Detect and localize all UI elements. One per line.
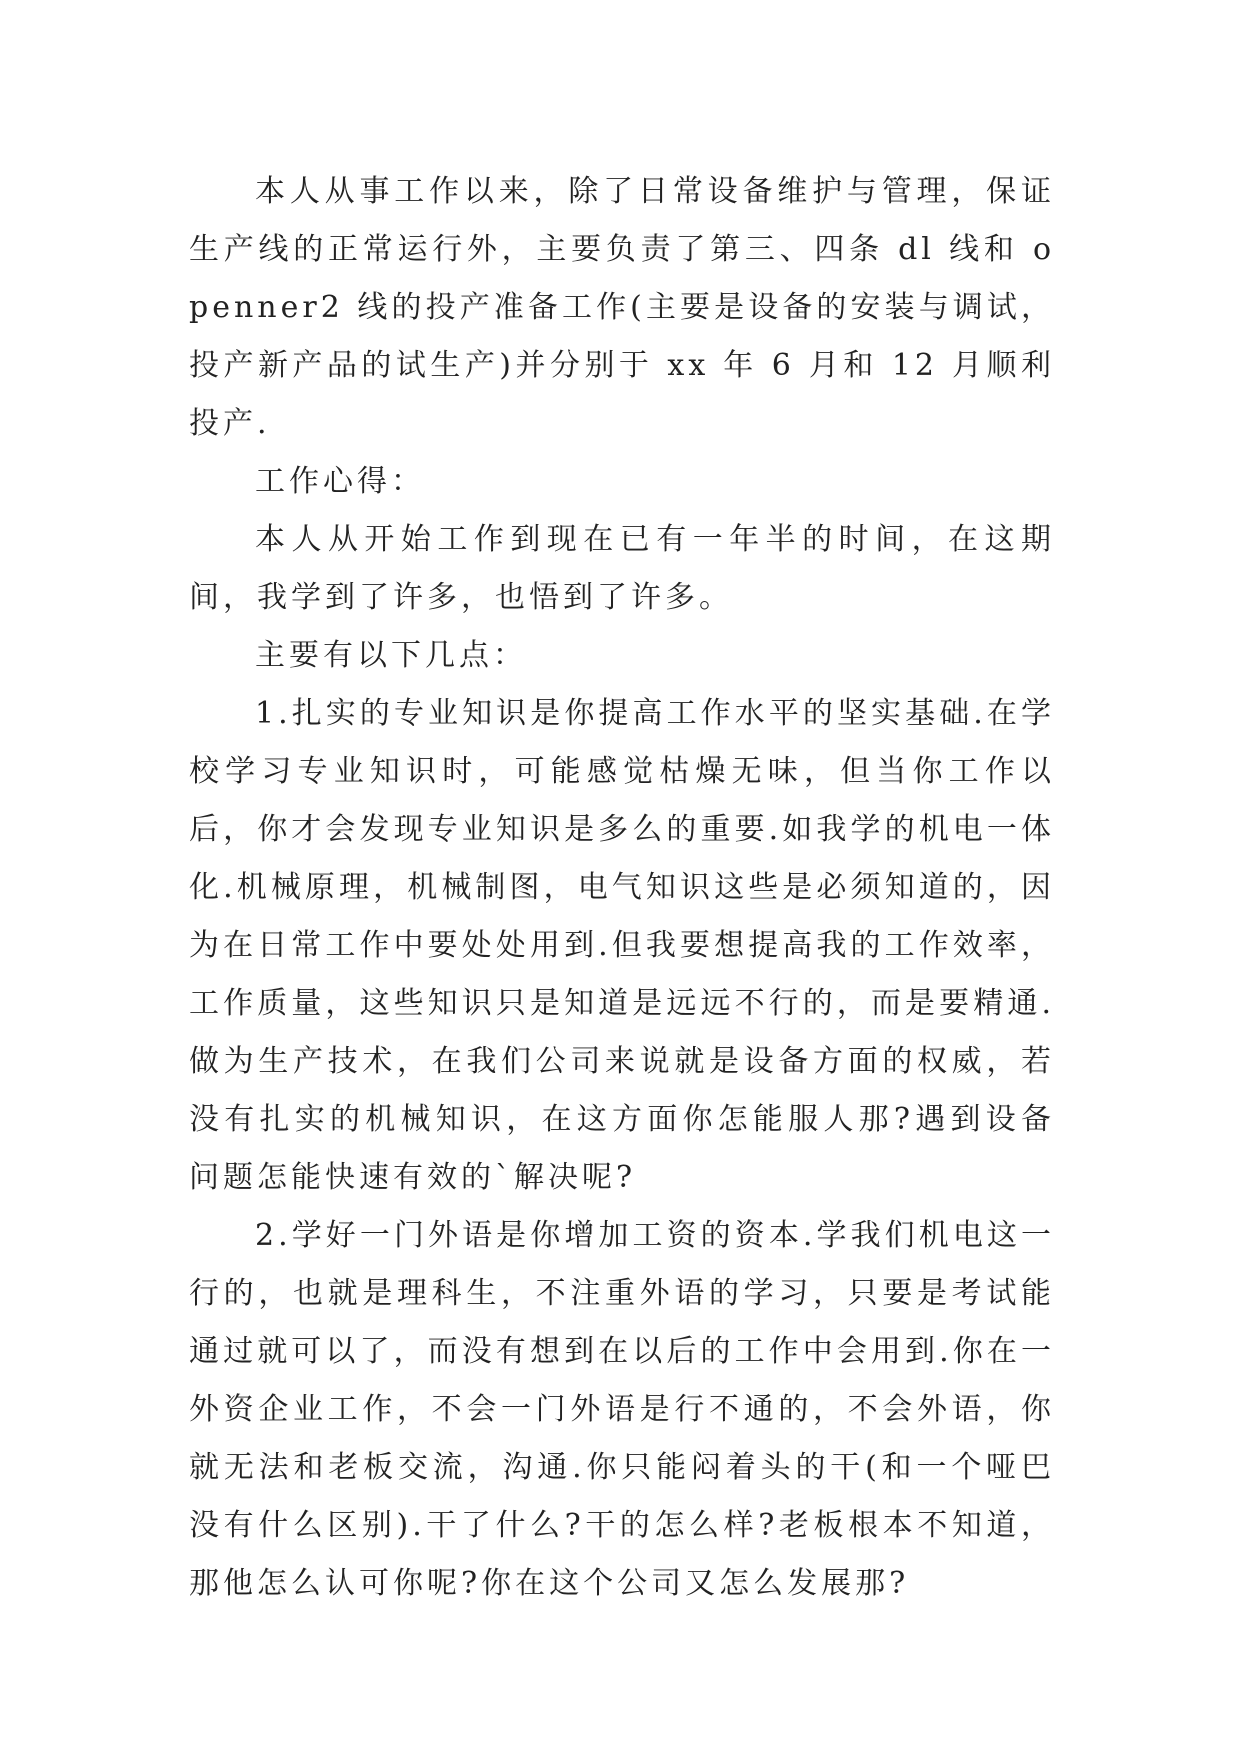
paragraph-heading-experience: 工作心得：	[255, 464, 425, 499]
paragraph-points-heading: 主要有以下几点：	[255, 638, 527, 673]
paragraph-point-2: 2.学好一门外语是你增加工资的资本.学我们机电这一行的，也就是理科生，不注重外语的学习，只要是考试能通过就可以了，而没有想到在以后的工作中会用到.你在一外资企业工作，不会一门外语是行不通的，不会外语，你就无法和老板交流，沟通.你只能闷着头的干(和一个哑巴没有什么区别).干了什么?干的怎么样?老板根本不知道，那他怎么认可你呢?你在这个公司又怎么发展那?	[189, 1218, 1055, 1601]
paragraph-intro: 本人从开始工作到现在已有一年半的时间，在这期间，我学到了许多，也悟到了许多。	[189, 522, 1055, 615]
paragraph-point-1: 1.扎实的专业知识是你提高工作水平的坚实基础.在学校学习专业知识时，可能感觉枯燥无味，但当你工作以后，你才会发现专业知识是多么的重要.如我学的机电一体化.机械原理，机械制图，电气知识这些是必须知道的，因为在日常工作中要处处用到.但我要想提高我的工作效率，工作质量，这些知识只是知道是远远不行的，而是要精通.做为生产技术，在我们公司来说就是设备方面的权威，若没有扎实的机械知识，在这方面你怎能服人那?遇到设备问题怎能快速有效的`解决呢?	[189, 696, 1055, 1195]
paragraph-work-summary: 本人从事工作以来，除了日常设备维护与管理，保证生产线的正常运行外，主要负责了第三、四条 dl 线和 openner2 线的投产准备工作(主要是设备的安装与调试，投产新产品的试生产)并分别于 xx 年 6 月和 12 月顺利投产.	[189, 174, 1055, 441]
document-body	[189, 163, 1055, 1613]
